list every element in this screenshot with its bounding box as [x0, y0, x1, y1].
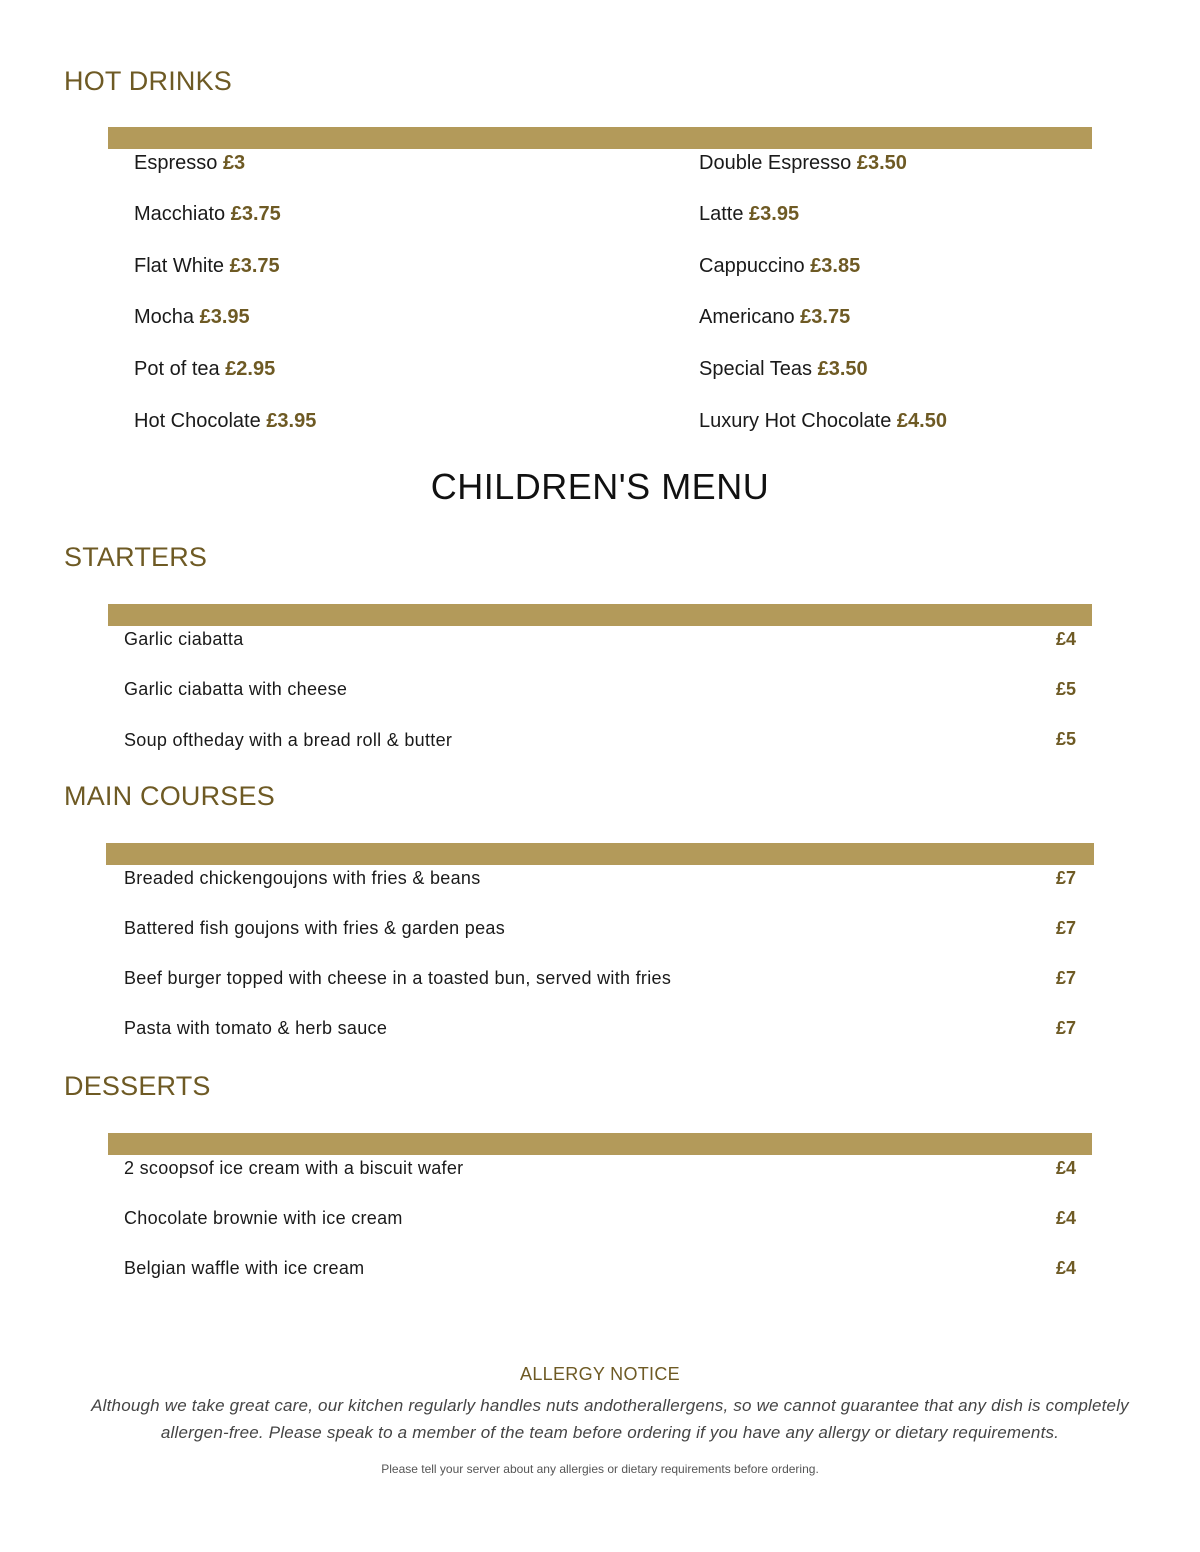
- dessert-item-name: Chocolate brownie with ice cream: [124, 1208, 403, 1228]
- starter-item-name: Soup oftheday with a bread roll & butter: [124, 730, 453, 750]
- starter-item-price: £5: [1055, 729, 1076, 749]
- hot-drink-item: Macchiato £3.75: [134, 203, 281, 225]
- hot-drink-item: Cappuccino £3.85: [699, 255, 861, 277]
- childrens-menu-title: CHILDREN'S MENU: [430, 466, 770, 507]
- hot-drink-item: Pot of tea £2.95: [134, 358, 276, 380]
- hot-drink-item: Latte £3.95: [699, 203, 800, 225]
- allergy-notice-text: Although we take great care, our kitchen regularly handles nuts andotherallergens, so we cannot guarantee that any dish is completely allergen-free. Please speak to a member of the team before ordering if you have any allergy or dietary requirements.: [91, 1396, 1129, 1442]
- main-course-item-price: £7: [1055, 918, 1076, 938]
- main-courses-divider: [106, 843, 1094, 865]
- dessert-item-price: £4: [1055, 1158, 1076, 1178]
- main-course-item-name: Beef burger topped with cheese in a toasted bun, served with fries: [124, 968, 672, 988]
- starters-title: STARTERS: [64, 542, 208, 572]
- hot-drinks-divider: [108, 127, 1092, 149]
- hot-drink-item: Mocha £3.95: [134, 306, 250, 328]
- dessert-item-name: 2 scoopsof ice cream with a biscuit wafer: [124, 1158, 464, 1178]
- starter-item-name: Garlic ciabatta with cheese: [124, 679, 348, 699]
- dessert-item-price: £4: [1055, 1208, 1076, 1228]
- hot-drinks-title: HOT DRINKS: [64, 66, 233, 96]
- dessert-item-price: £4: [1055, 1258, 1076, 1278]
- starter-item-name: Garlic ciabatta: [124, 629, 244, 649]
- main-course-item-name: Pasta with tomato & herb sauce: [124, 1018, 388, 1038]
- main-course-item-price: £7: [1055, 968, 1076, 988]
- starters-divider: [108, 604, 1092, 626]
- main-course-item-name: Battered fish goujons with fries & garden peas: [124, 918, 506, 938]
- main-course-item-name: Breaded chickengoujons with fries & beans: [124, 868, 481, 888]
- hot-drink-item: Luxury Hot Chocolate £4.50: [699, 410, 947, 432]
- dessert-item-name: Belgian waffle with ice cream: [124, 1258, 365, 1278]
- desserts-divider: [108, 1133, 1092, 1155]
- main-courses-title: MAIN COURSES: [64, 781, 275, 811]
- main-course-item-price: £7: [1055, 1018, 1076, 1038]
- starter-item-price: £4: [1055, 629, 1076, 649]
- hot-drink-item: Hot Chocolate £3.95: [134, 410, 317, 432]
- hot-drink-item: Americano £3.75: [699, 306, 851, 328]
- desserts-title: DESSERTS: [64, 1071, 211, 1101]
- hot-drink-item: Double Espresso £3.50: [699, 152, 907, 174]
- main-course-item-price: £7: [1055, 868, 1076, 888]
- hot-drink-item: Flat White £3.75: [134, 255, 280, 277]
- starter-item-price: £5: [1055, 679, 1076, 699]
- allergy-notice-title: ALLERGY NOTICE: [520, 1364, 680, 1384]
- hot-drink-item: Espresso £3: [134, 152, 246, 174]
- footer-note: Please tell your server about any allergies or dietary requirements before ordering.: [381, 1462, 819, 1476]
- hot-drink-item: Special Teas £3.50: [699, 358, 868, 380]
